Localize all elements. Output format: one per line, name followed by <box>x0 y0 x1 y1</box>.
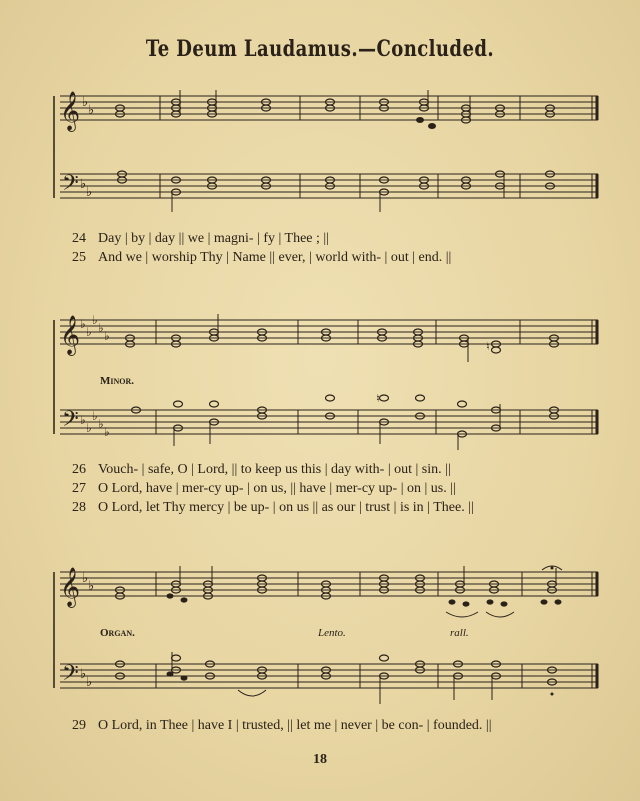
svg-text:♭: ♭ <box>104 329 110 343</box>
music-system-3 <box>0 562 640 712</box>
music-system-2 <box>0 312 640 452</box>
svg-text:♭: ♭ <box>86 674 93 689</box>
verse-number: 27 <box>72 481 86 496</box>
system-3-marking-rall: rall. <box>450 627 469 639</box>
svg-text:♭: ♭ <box>98 321 104 335</box>
verse-text: O Lord, have | mer-cy up- | on us, || have | mer-cy up- | on | us. || <box>98 481 456 496</box>
verse-text: O Lord, in Thee | have I | trusted, || let me | never | be con- | founded. || <box>98 718 492 733</box>
system-3-marking-lento: Lento. <box>318 627 346 639</box>
svg-text:♭: ♭ <box>88 578 95 593</box>
barlines-1 <box>160 96 597 198</box>
svg-text:♮: ♮ <box>486 341 490 353</box>
svg-text:𝄢: 𝄢 <box>62 407 79 437</box>
verse-line <box>72 231 329 247</box>
svg-text:♭: ♭ <box>82 94 89 109</box>
svg-text:♭: ♭ <box>80 317 86 331</box>
svg-text:♭: ♭ <box>80 666 87 681</box>
svg-text:𝄞: 𝄞 <box>60 315 81 355</box>
verse-number: 28 <box>72 500 86 515</box>
svg-text:♭: ♭ <box>92 409 98 423</box>
verse-text: And we | worship Thy | Name || ever, | world with- | out | end. || <box>98 250 452 265</box>
svg-text:♮: ♮ <box>376 393 380 405</box>
verse-line <box>72 718 492 734</box>
svg-text:♭: ♭ <box>80 176 87 191</box>
verse-text: O Lord, let Thy mercy | be up- | on us || as our | trust | is in | Thee. || <box>98 500 474 515</box>
system-2-marking: Minor. <box>100 375 135 387</box>
svg-text:♭: ♭ <box>86 184 93 199</box>
verse-number: 26 <box>72 462 86 477</box>
svg-text:♭: ♭ <box>82 570 89 585</box>
system-3-marking-organ: Organ. <box>100 627 135 639</box>
verse-number: 25 <box>72 250 86 265</box>
svg-text:♭: ♭ <box>98 417 104 431</box>
page-title: Te Deum Laudamus.—Concluded. <box>145 36 495 62</box>
svg-text:♭: ♭ <box>86 325 92 339</box>
svg-text:𝄞: 𝄞 <box>60 91 81 131</box>
svg-text:♭: ♭ <box>80 413 86 427</box>
verse-number: 24 <box>72 231 86 246</box>
music-system-1 <box>0 88 640 218</box>
svg-text:𝄢: 𝄢 <box>62 661 79 691</box>
verse-line <box>72 462 451 478</box>
svg-text:♭: ♭ <box>88 102 95 117</box>
verse-line <box>72 250 451 266</box>
verse-text: Vouch- | safe, O | Lord, || to keep us this | day with- | out | sin. || <box>98 462 451 477</box>
verse-number: 29 <box>72 718 86 733</box>
verse-line <box>72 481 456 497</box>
verse-text: Day | by | day || we | magni- | fy | Thee ; || <box>98 231 330 246</box>
page-number: 18 <box>313 752 327 767</box>
verse-line <box>72 500 474 516</box>
svg-text:𝄞: 𝄞 <box>60 567 81 607</box>
svg-text:♭: ♭ <box>104 425 110 439</box>
svg-text:♭: ♭ <box>86 421 92 435</box>
svg-text:♭: ♭ <box>92 313 98 327</box>
svg-text:𝄢: 𝄢 <box>62 171 79 201</box>
